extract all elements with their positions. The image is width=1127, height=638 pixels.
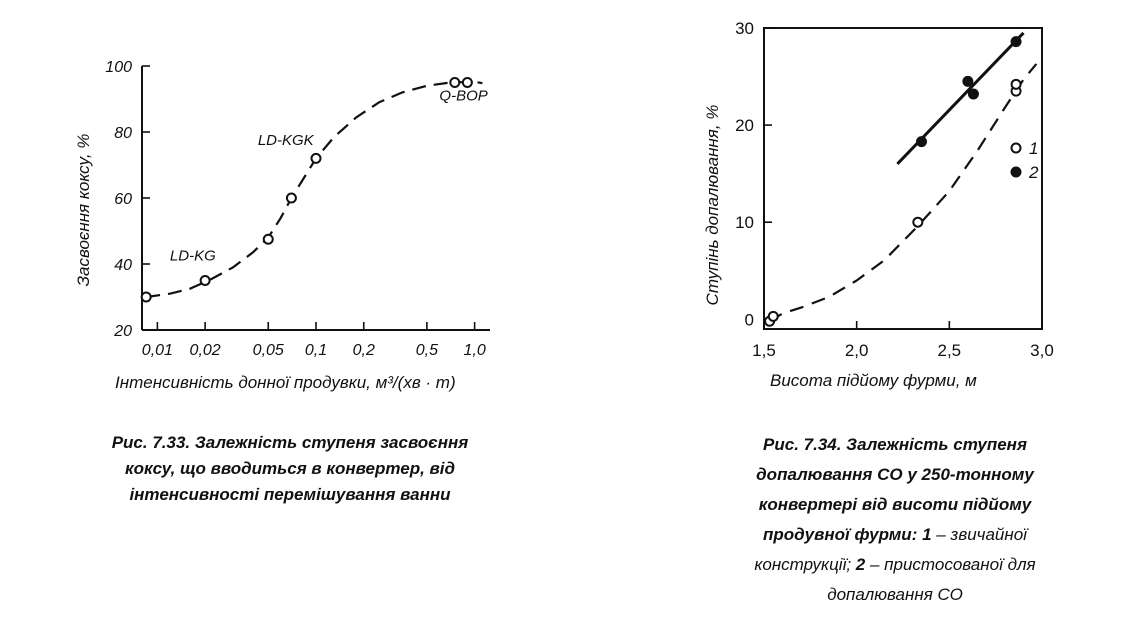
- left-data-point: [450, 78, 459, 87]
- right-caption-line-4-normal: – звичайної: [931, 525, 1027, 544]
- left-data-point: [142, 293, 151, 302]
- left-data-point: [463, 78, 472, 87]
- left-data-point: [201, 276, 210, 285]
- right-y-tick-label: 0: [744, 310, 754, 330]
- legend-open-marker: [1012, 144, 1021, 153]
- left-caption-line-1: Рис. 7.33. Залежність ступеня засвоєння: [111, 433, 469, 452]
- legend-label: 2: [1029, 163, 1039, 182]
- left-x-tick-label: 0,02: [189, 342, 221, 359]
- left-x-tick-label: 1,0: [463, 342, 486, 359]
- right-caption-line-4-bold: продувної фурми: 1: [763, 525, 932, 544]
- left-x-tick-label: 0,01: [141, 342, 173, 359]
- right-y-axis-title: Ступінь допалювання, %: [703, 104, 722, 306]
- right-x-tick-label: 3,0: [1030, 341, 1054, 360]
- right-caption-line-2: допалювання СО у 250-тонному: [756, 465, 1034, 484]
- right-caption-line-5-normal-b: – пристосованої для: [865, 555, 1036, 574]
- left-annotation-label: LD-KGK: [257, 132, 314, 150]
- left-y-tick-label: 100: [105, 59, 132, 76]
- left-data-point: [312, 154, 321, 163]
- left-caption-line-2: коксу, що вводиться в конвертер, від: [124, 459, 456, 478]
- right-caption-line-6: допалювання СО: [827, 585, 963, 604]
- right-x-axis-title: Висота підйому фурми, м: [770, 371, 977, 390]
- legend-filled-marker: [1012, 168, 1021, 177]
- left-x-tick-label: 0,5: [415, 342, 439, 359]
- right-legend: [1012, 139, 1040, 182]
- series-2-point: [1011, 37, 1021, 47]
- right-caption-line-5: [705, 550, 1085, 580]
- right-figure-caption: [705, 430, 1085, 610]
- right-x-tick-label: 2,5: [937, 341, 962, 360]
- series-2-point: [963, 76, 973, 86]
- series-1-dashed-curve: [770, 64, 1037, 321]
- left-x-tick-label: 0,2: [352, 342, 375, 359]
- left-x-axis-title: Інтенсивність донної продувки, м³/(хв · т): [115, 373, 456, 392]
- right-y-tick-label: 30: [735, 19, 754, 38]
- series-2-solid-line: [897, 33, 1023, 164]
- left-figure-caption: [65, 430, 515, 508]
- left-x-tick-label: 0,05: [252, 342, 284, 359]
- right-y-tick-label: 10: [735, 213, 754, 233]
- right-caption-line-1: Рис. 7.34. Залежність ступеня: [763, 435, 1027, 454]
- chart-coke-assimilation: [74, 59, 490, 392]
- right-caption-line-3: конвертері від висоти підйому: [758, 495, 1032, 514]
- left-data-point: [264, 235, 273, 244]
- left-annotation-label: Q-BOP: [439, 87, 488, 105]
- left-y-tick-label: 20: [114, 323, 132, 340]
- left-caption-line-3: інтенсивності перемішування ванни: [129, 485, 451, 504]
- left-y-axis-title: Засвоєння коксу, %: [74, 133, 93, 287]
- series-2-point: [917, 137, 927, 147]
- left-data-point: [287, 194, 296, 203]
- series-1-point: [1012, 80, 1021, 89]
- series-1-point: [769, 312, 778, 321]
- left-y-tick-label: 40: [114, 257, 132, 274]
- right-caption-line-4: [705, 520, 1085, 550]
- right-x-tick-label: 1,5: [752, 341, 776, 360]
- series-2-point: [968, 89, 978, 99]
- left-y-tick-label: 60: [114, 191, 132, 208]
- legend-label: 1: [1029, 139, 1039, 158]
- right-x-tick-label: 2,0: [844, 341, 869, 360]
- chart-co-afterburning: [703, 19, 1054, 390]
- left-x-tick-label: 0,1: [304, 342, 328, 359]
- left-annotation-label: LD-KG: [169, 247, 216, 265]
- right-caption-line-5-bold: 2: [855, 555, 866, 574]
- right-caption-line-5-normal-a: конструкції;: [754, 555, 856, 574]
- left-trend-curve: [146, 82, 482, 297]
- series-1-point: [913, 218, 922, 227]
- right-y-tick-label: 20: [735, 116, 754, 136]
- left-y-tick-label: 80: [114, 125, 132, 142]
- right-plot-frame: [764, 28, 1042, 329]
